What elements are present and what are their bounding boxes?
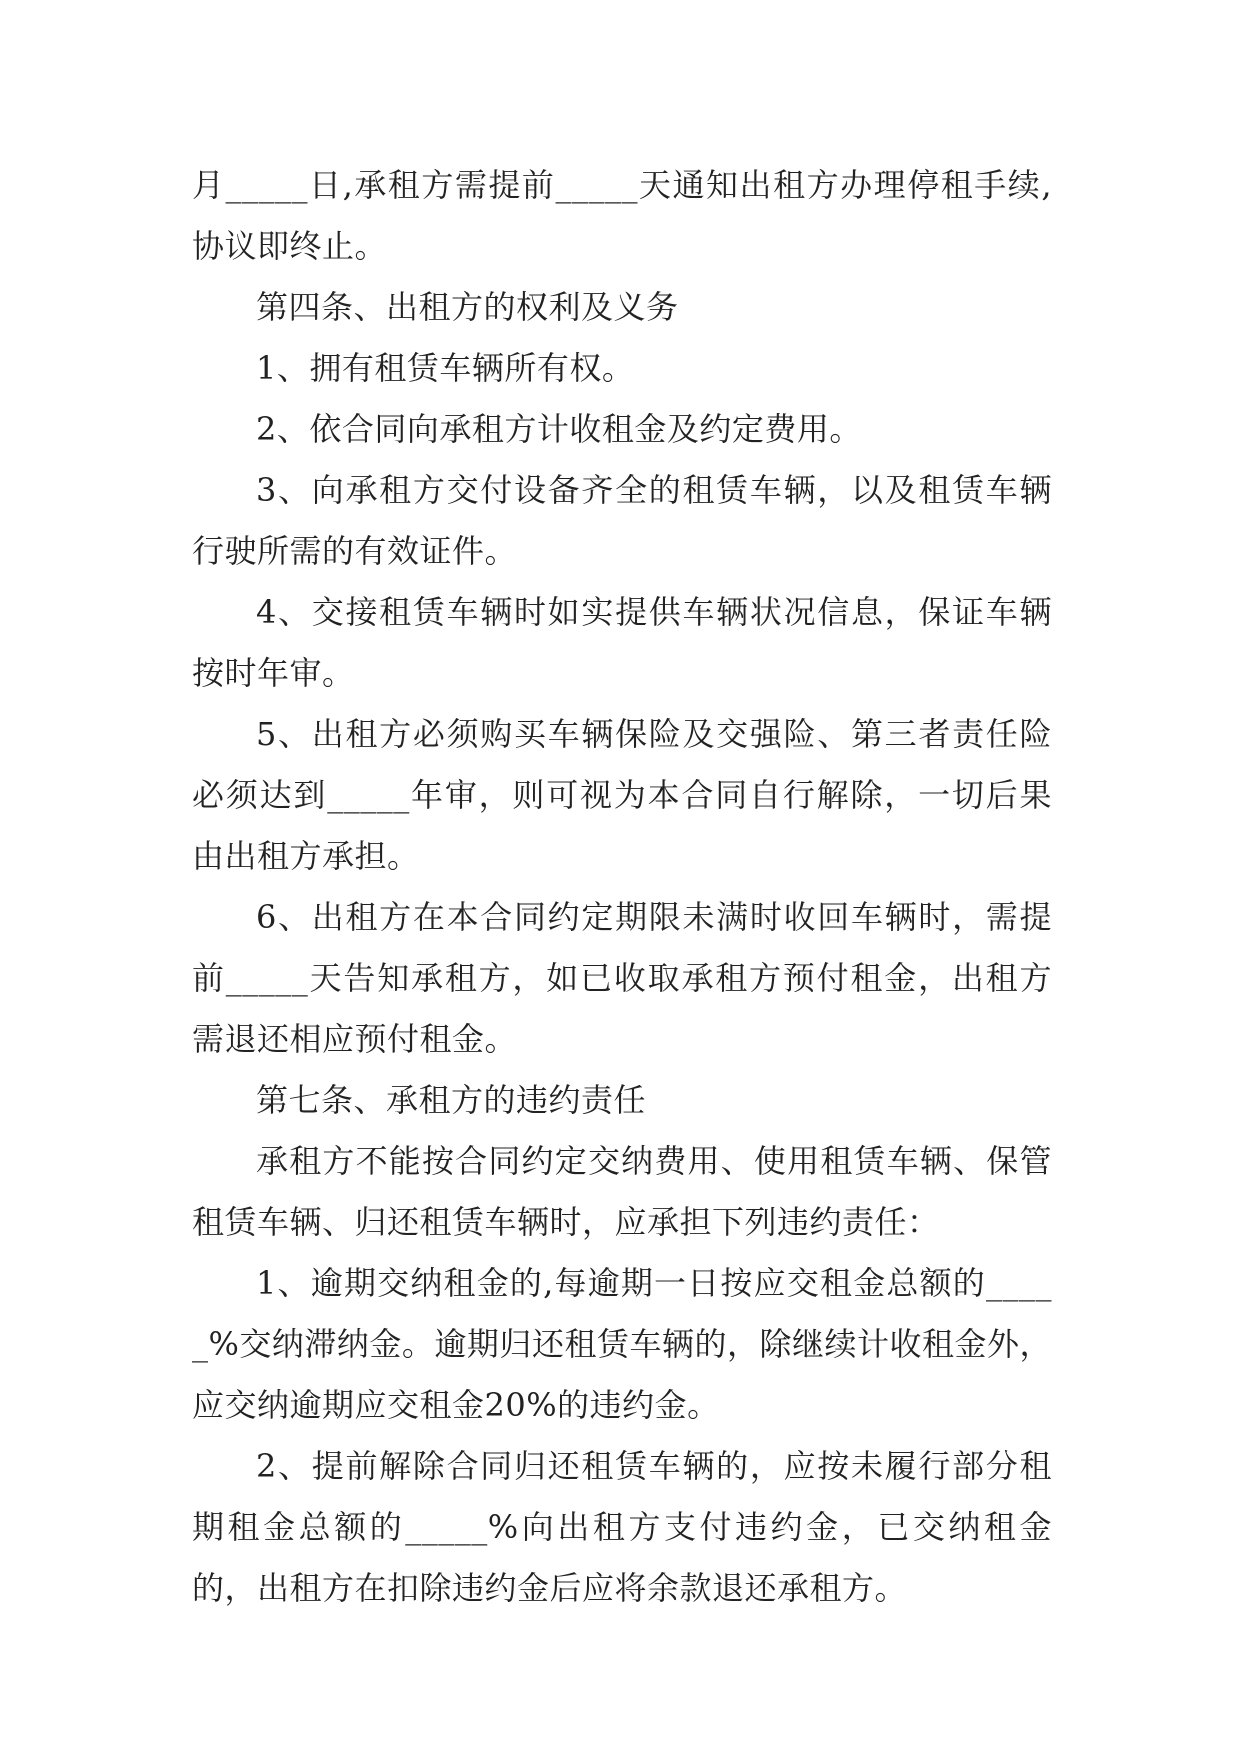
paragraph-item-7-2: 2、提前解除合同归还租赁车辆的，应按未履行部分租期租金总额的_____%向出租方支付违约金，已交纳租金的，出租方在扣除违约金后应将余款退还承租方。 [192,1447,1052,1607]
paragraph-item-7-1: 1、逾期交纳租金的,每逾期一日按应交租金总额的_____%交纳滞纳金。逾期归还租赁车辆的，除继续计收租金外，应交纳逾期应交租金20%的违约金。 [192,1264,1052,1424]
paragraph-item-4-1: 1、拥有租赁车辆所有权。 [256,349,635,387]
paragraph-item-4-6: 6、出租方在本合同约定期限未满时收回车辆时，需提前_____天告知承租方，如已收取承租方预付租金，出租方需退还相应预付租金。 [192,898,1052,1058]
paragraph-article-7-intro: 承租方不能按合同约定交纳费用、使用租赁车辆、保管租赁车辆、归还租赁车辆时，应承担下列违约责任： [192,1142,1052,1241]
paragraph-continuation: 月_____日,承租方需提前_____天通知出租方办理停租手续,协议即终止。 [192,166,1052,265]
section-heading-article-7: 第七条、承租方的违约责任 [256,1081,647,1119]
document-body [192,155,1052,1619]
paragraph-item-4-2: 2、依合同向承租方计收租金及约定费用。 [256,410,862,448]
paragraph-item-4-3: 3、向承租方交付设备齐全的租赁车辆，以及租赁车辆行驶所需的有效证件。 [192,471,1052,570]
section-heading-article-4: 第四条、出租方的权利及义务 [256,288,679,326]
paragraph-item-4-5: 5、出租方必须购买车辆保险及交强险、第三者责任险必须达到_____年审，则可视为本合同自行解除，一切后果由出租方承担。 [192,715,1052,875]
paragraph-item-4-4: 4、交接租赁车辆时如实提供车辆状况信息，保证车辆按时年审。 [192,593,1052,692]
